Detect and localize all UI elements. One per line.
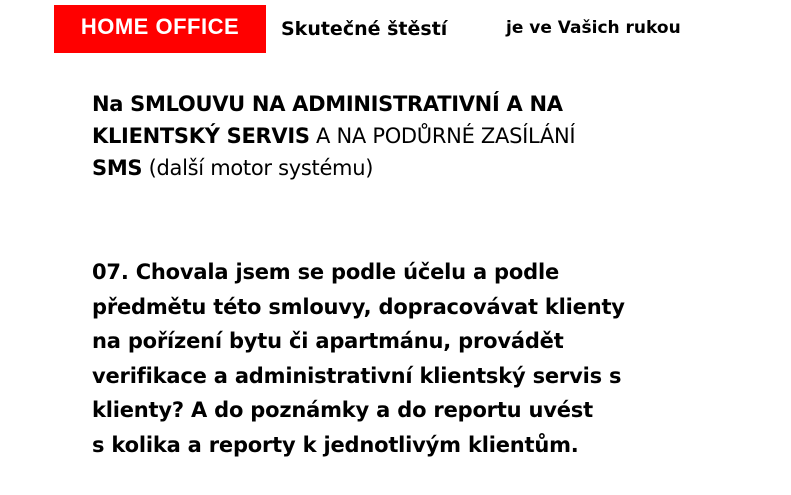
question-line: klienty? A do poznámky a do reportu uvést xyxy=(92,398,593,423)
heading-line-bold: SMS xyxy=(92,156,143,180)
contract-heading xyxy=(92,88,732,184)
question-line: 07. Chovala jsem se podle účelu a podle xyxy=(92,260,559,284)
question-line: verifikace a administrativní klientský servis s xyxy=(92,363,622,388)
heading-line-normal: A NA PODŮRNÉ ZASÍLÁNÍ xyxy=(309,124,576,148)
heading-line-normal: (další motor systému) xyxy=(142,156,374,180)
home-office-badge: HOME OFFICE xyxy=(54,5,266,53)
slogan-part2: je ve Vašich rukou xyxy=(506,18,681,38)
question-text xyxy=(92,255,752,463)
heading-line xyxy=(92,88,732,120)
slogan-part1: Skutečné štěstí xyxy=(281,18,448,40)
heading-line xyxy=(92,120,732,152)
heading-line xyxy=(92,152,732,184)
question-line: s kolika a reporty k jednotlivým klientům. xyxy=(92,432,579,457)
question-line: předmětu této smlouvy, dopracovávat klienty xyxy=(92,294,625,319)
heading-line-bold: KLIENTSKÝ SERVIS xyxy=(92,124,310,148)
heading-line-bold: Na SMLOUVU NA ADMINISTRATIVNÍ A NA xyxy=(92,92,563,116)
question-line: na pořízení bytu či apartmánu, provádět xyxy=(92,329,564,354)
